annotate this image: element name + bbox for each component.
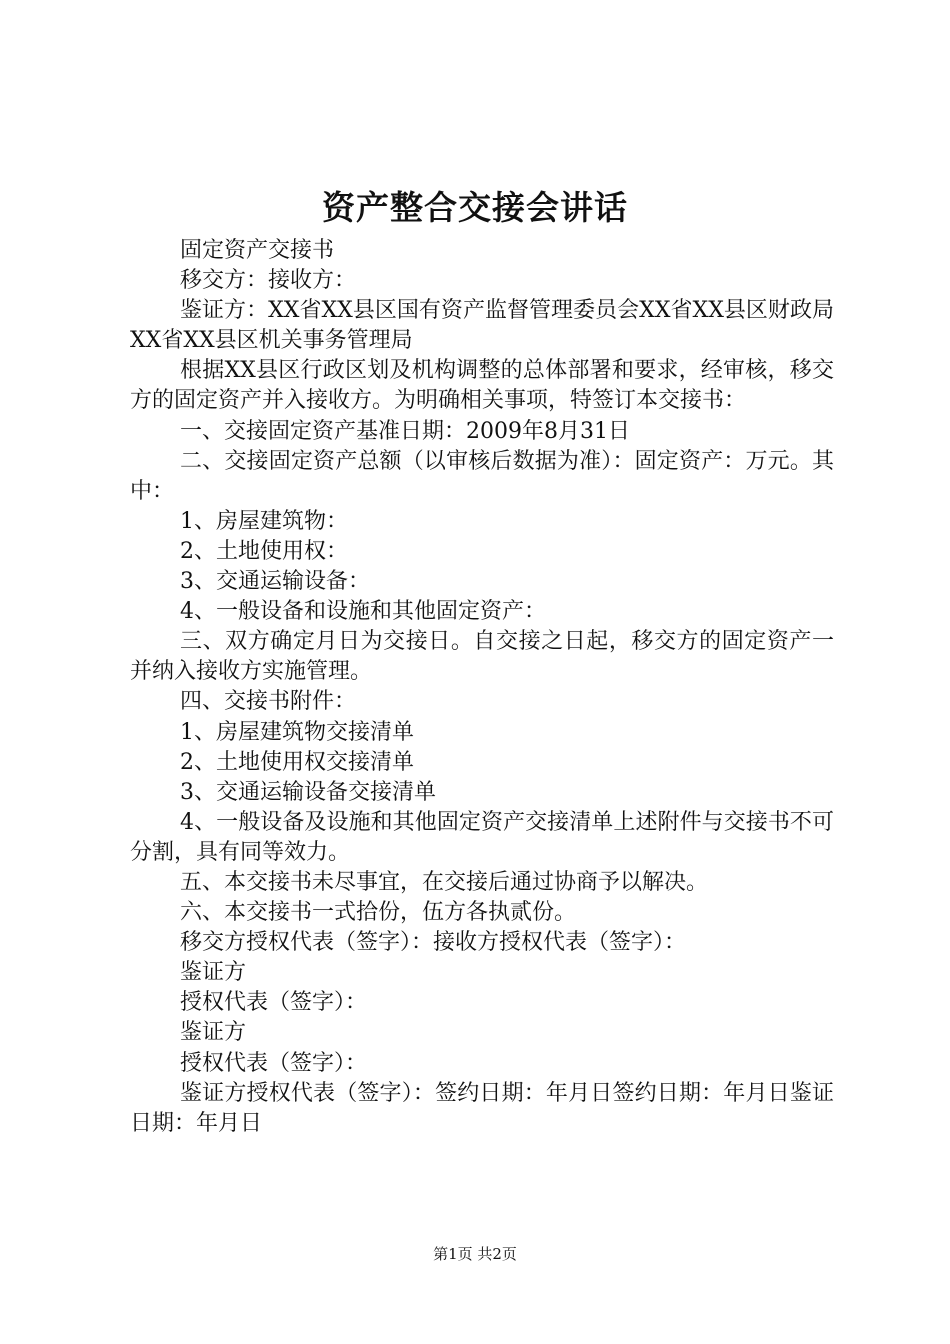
paragraph: 二、交接固定资产总额（以审核后数据为准）：固定资产：万元。其中： bbox=[130, 448, 834, 504]
paragraph: 鉴证方 bbox=[180, 960, 247, 986]
paragraph: 授权代表（签字）： bbox=[180, 990, 368, 1016]
paragraph: 移交方：接收方： bbox=[180, 268, 357, 294]
paragraph: 鉴证方：XX省XX县区国有资产监督管理委员会XX省XX县区财政局XX省XX县区机关事务管理局 bbox=[130, 298, 834, 354]
paragraph: 三、双方确定月日为交接日。自交接之日起，移交方的固定资产一并纳入接收方实施管理。 bbox=[130, 629, 834, 685]
paragraph: 授权代表（签字）： bbox=[180, 1050, 368, 1076]
paragraph: 移交方授权代表（签字）：接收方授权代表（签字）： bbox=[180, 930, 687, 956]
paragraph: 3、交通运输设备： bbox=[180, 569, 370, 595]
paragraph: 1、房屋建筑物： bbox=[180, 508, 348, 534]
paragraph: 根据XX县区行政区划及机构调整的总体部署和要求，经审核，移交方的固定资产并入接收方。为明确相关事项，特签订本交接书： bbox=[130, 358, 834, 414]
paragraph: 五、本交接书未尽事宜，在交接后通过协商予以解决。 bbox=[180, 869, 709, 895]
document-body bbox=[130, 236, 834, 1139]
paragraph: 一、交接固定资产基准日期：2009年8月31日 bbox=[180, 418, 630, 444]
paragraph: 固定资产交接书 bbox=[180, 238, 335, 263]
paragraph: 鉴证方 bbox=[180, 1020, 247, 1046]
page-number-footer: 第1页 共2页 bbox=[433, 1245, 517, 1263]
document-title: 资产整合交接会讲话 bbox=[322, 188, 628, 227]
paragraph: 1、房屋建筑物交接清单 bbox=[180, 719, 414, 745]
paragraph: 六、本交接书一式拾份，伍方各执贰份。 bbox=[180, 900, 577, 926]
paragraph: 3、交通运输设备交接清单 bbox=[180, 779, 436, 805]
paragraph: 4、一般设备和设施和其他固定资产： bbox=[180, 599, 546, 625]
paragraph: 鉴证方授权代表（签字）：签约日期：年月日签约日期：年月日鉴证日期：年月日 bbox=[130, 1080, 834, 1136]
paragraph: 2、土地使用权： bbox=[180, 538, 348, 564]
paragraph: 4、一般设备及设施和其他固定资产交接清单上述附件与交接书不可分割，具有同等效力。 bbox=[130, 809, 834, 865]
paragraph: 2、土地使用权交接清单 bbox=[180, 749, 414, 775]
paragraph: 四、交接书附件： bbox=[180, 689, 357, 715]
